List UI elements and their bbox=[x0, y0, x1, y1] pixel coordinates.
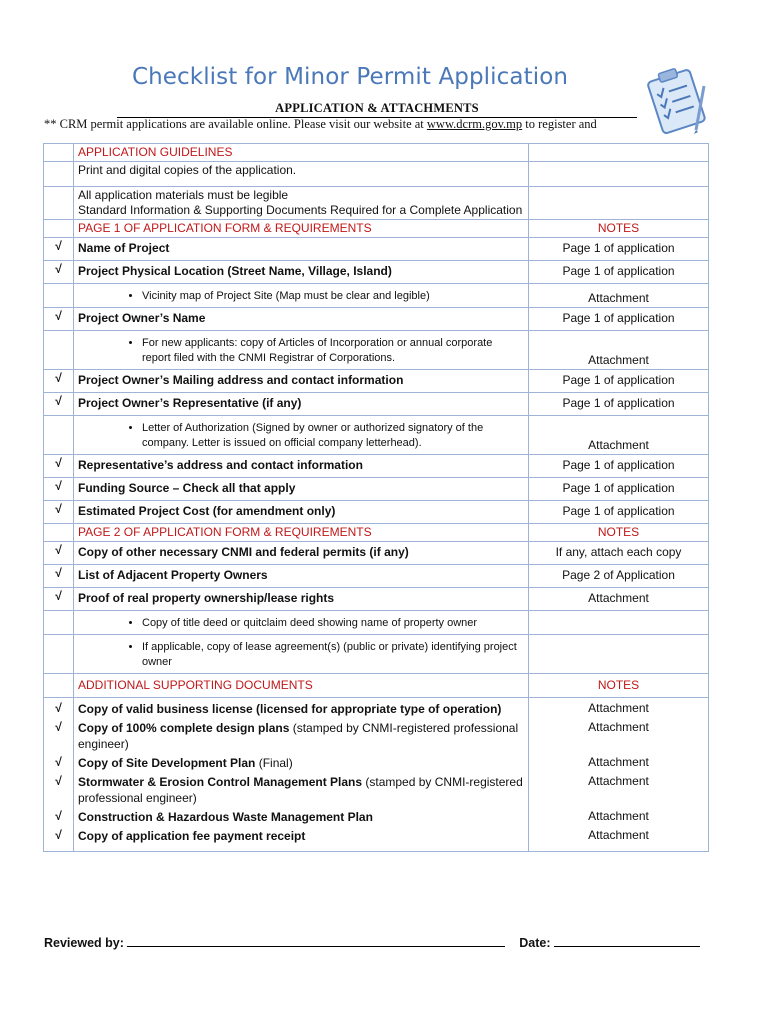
table-row bbox=[44, 370, 709, 393]
check-mark: √ bbox=[44, 370, 74, 393]
subtitle: APPLICATION & ATTACHMENTS bbox=[275, 101, 479, 115]
check-mark: √ bbox=[44, 478, 74, 501]
check-mark: √ bbox=[44, 308, 74, 331]
reviewed-by-label: Reviewed by: bbox=[44, 936, 124, 950]
section-heading: PAGE 1 OF APPLICATION FORM & REQUIREMENTS bbox=[74, 220, 529, 238]
table-row bbox=[44, 542, 709, 565]
check-mark: √ bbox=[55, 701, 62, 715]
list-item: • Vicinity map of Project Site (Map must be clear and legible) bbox=[142, 289, 524, 304]
requirement-item bbox=[78, 774, 524, 809]
supporting-docs bbox=[74, 698, 529, 852]
table-row bbox=[44, 308, 709, 331]
check-mark: √ bbox=[44, 455, 74, 478]
check-mark bbox=[44, 611, 74, 635]
table-row bbox=[44, 144, 709, 162]
note-cell: Attachment bbox=[529, 284, 709, 308]
requirement-item: Funding Source – Check all that apply bbox=[74, 478, 529, 501]
table-row bbox=[44, 331, 709, 370]
note-attachment: Attachment bbox=[588, 774, 649, 788]
check-mark: √ bbox=[55, 720, 62, 734]
table-row bbox=[44, 501, 709, 524]
table-row bbox=[44, 524, 709, 542]
date-label: Date: bbox=[519, 936, 551, 950]
note-cell: Page 1 of application bbox=[529, 370, 709, 393]
note-cell: Page 1 of application bbox=[529, 478, 709, 501]
notes-heading: NOTES bbox=[529, 674, 709, 698]
check-mark bbox=[44, 635, 74, 674]
guideline-standard: Standard Information & Supporting Documents Required for a Complete Application bbox=[78, 203, 523, 217]
table-row bbox=[44, 455, 709, 478]
table-row bbox=[44, 588, 709, 611]
check-mark: √ bbox=[44, 542, 74, 565]
requirement-item: Proof of real property ownership/lease rights bbox=[74, 588, 529, 611]
note-cell: Page 1 of application bbox=[529, 501, 709, 524]
check-mark: √ bbox=[44, 393, 74, 416]
table-row bbox=[44, 565, 709, 588]
note-cell: Page 1 of application bbox=[529, 238, 709, 261]
note-cell: Page 1 of application bbox=[529, 455, 709, 478]
note-cell: Attachment bbox=[529, 331, 709, 370]
list-item: • Letter of Authorization (Signed by owner or authorized signatory of the company. Letter is issued on official company letterhead). bbox=[142, 421, 524, 451]
checklist-table bbox=[43, 143, 709, 852]
website-link[interactable]: www.dcrm.gov.mp bbox=[426, 117, 523, 131]
check-mark bbox=[44, 284, 74, 308]
table-row bbox=[44, 162, 709, 187]
requirement-item bbox=[78, 755, 524, 774]
note-attachment: Attachment bbox=[588, 809, 649, 823]
note-cell bbox=[529, 611, 709, 635]
requirement-item: Name of Project bbox=[74, 238, 529, 261]
note-attachment: Attachment bbox=[588, 828, 649, 842]
check-mark: √ bbox=[55, 828, 62, 842]
requirement-detail: (Final) bbox=[255, 756, 293, 770]
review-footer bbox=[44, 934, 700, 950]
requirement-item: Representative’s address and contact information bbox=[74, 455, 529, 478]
check-mark: √ bbox=[44, 501, 74, 524]
check-mark: √ bbox=[55, 774, 62, 788]
requirement-detail: (stamped by CNMI-registered professional engineer) bbox=[78, 775, 523, 805]
requirement-item bbox=[78, 809, 524, 828]
reviewed-by-line[interactable] bbox=[127, 934, 505, 947]
note-cell: Attachment bbox=[529, 588, 709, 611]
table-row bbox=[44, 478, 709, 501]
note-cell: Attachment bbox=[529, 416, 709, 455]
section-heading: APPLICATION GUIDELINES bbox=[74, 144, 529, 162]
check-mark bbox=[44, 416, 74, 455]
note-cell: Page 1 of application bbox=[529, 261, 709, 284]
check-mark: √ bbox=[44, 565, 74, 588]
check-column bbox=[44, 698, 74, 852]
requirement-item: Project Owner’s Name bbox=[74, 308, 529, 331]
sub-requirement bbox=[74, 611, 529, 635]
notes-heading: NOTES bbox=[529, 524, 709, 542]
note-prefix: ** CRM permit applications are available online. Please visit our website at bbox=[44, 117, 427, 131]
guideline-text: Print and digital copies of the application. bbox=[74, 162, 529, 187]
requirement-title: Copy of Site Development Plan bbox=[78, 756, 256, 770]
requirement-item: Project Physical Location (Street Name, Village, Island) bbox=[74, 261, 529, 284]
supporting-notes bbox=[529, 698, 709, 852]
table-row bbox=[44, 611, 709, 635]
online-note bbox=[44, 117, 597, 132]
page-title: Checklist for Minor Permit Application bbox=[131, 64, 569, 90]
note-cell bbox=[529, 635, 709, 674]
sub-requirement bbox=[74, 635, 529, 674]
requirement-item: Project Owner’s Mailing address and contact information bbox=[74, 370, 529, 393]
requirement-title: Construction & Hazardous Waste Management Plan bbox=[78, 810, 373, 824]
table-row bbox=[44, 261, 709, 284]
note-cell: Page 2 of Application bbox=[529, 565, 709, 588]
sub-requirement bbox=[74, 284, 529, 308]
date-line[interactable] bbox=[554, 934, 700, 947]
check-mark: √ bbox=[55, 809, 62, 823]
note-attachment: Attachment bbox=[588, 720, 649, 734]
table-row bbox=[44, 698, 709, 852]
list-item: • Copy of title deed or quitclaim deed showing name of property owner bbox=[142, 616, 524, 631]
list-item: • If applicable, copy of lease agreement(s) (public or private) identifying project owner bbox=[142, 640, 524, 670]
table-row bbox=[44, 220, 709, 238]
requirement-item bbox=[78, 828, 524, 847]
table-row bbox=[44, 416, 709, 455]
section-heading: PAGE 2 OF APPLICATION FORM & REQUIREMENTS bbox=[74, 524, 529, 542]
note-cell: If any, attach each copy bbox=[529, 542, 709, 565]
notes-heading: NOTES bbox=[529, 220, 709, 238]
requirement-item: Copy of other necessary CNMI and federal permits (if any) bbox=[74, 542, 529, 565]
table-row bbox=[44, 393, 709, 416]
note-attachment: Attachment bbox=[588, 701, 649, 715]
requirement-detail: (stamped by CNMI-registered professional engineer) bbox=[78, 721, 519, 751]
requirement-title: Copy of valid business license (licensed for appropriate type of operation) bbox=[78, 702, 502, 716]
note-cell: Page 1 of application bbox=[529, 308, 709, 331]
requirement-item bbox=[78, 701, 524, 720]
note-suffix: to register and bbox=[522, 117, 597, 131]
list-item: • For new applicants: copy of Articles of Incorporation or annual corporate report filed with the CNMI Registrar of Corporations. bbox=[142, 336, 524, 366]
table-row bbox=[44, 635, 709, 674]
clipboard-checklist-icon bbox=[638, 64, 718, 134]
requirement-title: Copy of application fee payment receipt bbox=[78, 829, 306, 843]
section-heading: ADDITIONAL SUPPORTING DOCUMENTS bbox=[74, 674, 529, 698]
table-row bbox=[44, 238, 709, 261]
check-mark: √ bbox=[55, 755, 62, 769]
note-attachment: Attachment bbox=[588, 755, 649, 769]
guideline-text bbox=[74, 187, 529, 220]
requirement-item: Estimated Project Cost (for amendment only) bbox=[74, 501, 529, 524]
check-mark: √ bbox=[44, 238, 74, 261]
sub-requirement bbox=[74, 416, 529, 455]
table-row bbox=[44, 284, 709, 308]
check-mark bbox=[44, 331, 74, 370]
requirement-item bbox=[78, 720, 524, 755]
requirement-title: Stormwater & Erosion Control Management Plans bbox=[78, 775, 363, 789]
sub-requirement bbox=[74, 331, 529, 370]
table-row bbox=[44, 674, 709, 698]
requirement-item: Project Owner’s Representative (if any) bbox=[74, 393, 529, 416]
check-mark: √ bbox=[44, 588, 74, 611]
note-cell: Page 1 of application bbox=[529, 393, 709, 416]
requirement-title: Copy of 100% complete design plans bbox=[78, 721, 290, 735]
subtitle-rule bbox=[117, 99, 637, 118]
guideline-legible: All application materials must be legible bbox=[78, 188, 289, 202]
check-mark: √ bbox=[44, 261, 74, 284]
table-row bbox=[44, 187, 709, 220]
requirement-item: List of Adjacent Property Owners bbox=[74, 565, 529, 588]
